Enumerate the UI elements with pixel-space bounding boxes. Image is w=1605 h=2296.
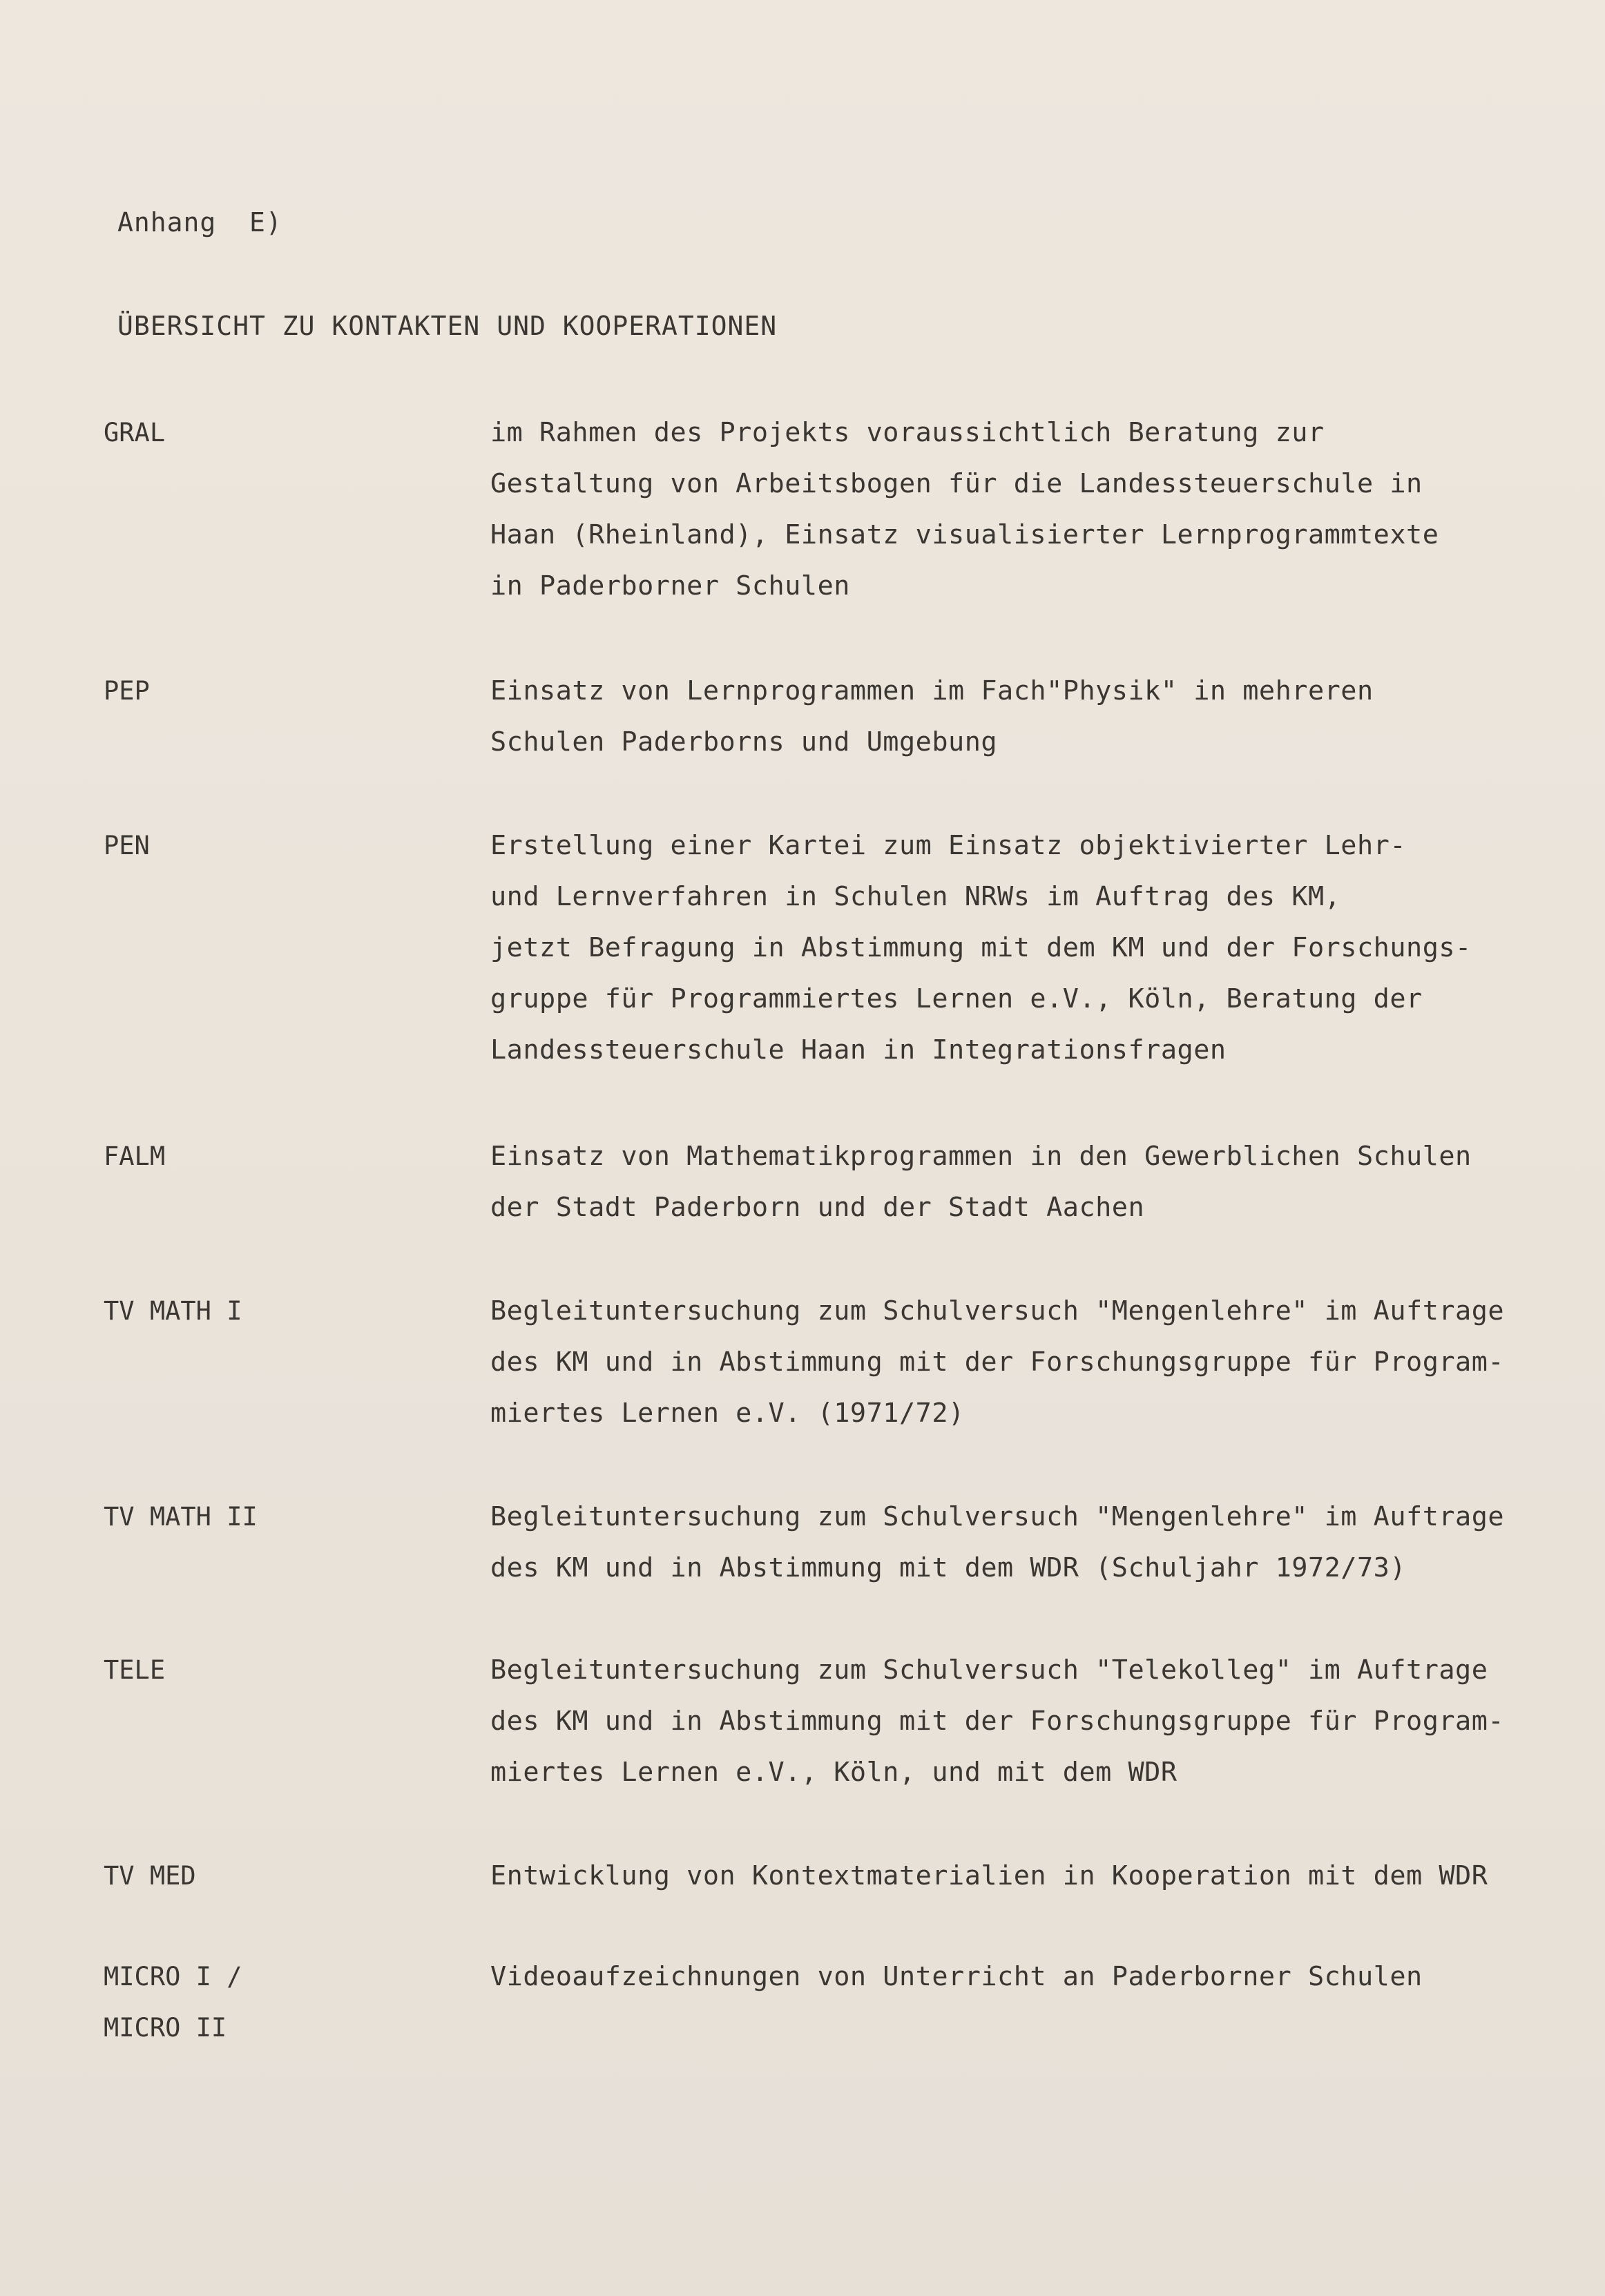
description-line: Entwicklung von Kontextmaterialien in Kooperation mit dem WDR xyxy=(490,1860,1488,1891)
entry-code: GRAL xyxy=(104,418,166,447)
description-line: Einsatz von Lernprogrammen im Fach"Physik" in mehreren xyxy=(490,675,1374,706)
description-line: der Stadt Paderborn und der Stadt Aachen xyxy=(490,1192,1145,1223)
description-line: Einsatz von Mathematikprogrammen in den Gewerblichen Schulen xyxy=(490,1141,1472,1172)
appendix-label: Anhang xyxy=(117,207,217,238)
appendix-marker: E) xyxy=(249,207,282,238)
description-line: Haan (Rheinland), Einsatz visualisierter Lernprogrammtexte xyxy=(490,519,1439,550)
description-line: miertes Lernen e.V. (1971/72) xyxy=(490,1398,965,1429)
entry-code: PEP xyxy=(104,676,150,706)
description-line: des KM und in Abstimmung mit der Forschungsgruppe für Program- xyxy=(490,1347,1505,1378)
entry-description xyxy=(490,1951,1568,2003)
entry-description xyxy=(490,1492,1568,1594)
description-line: Erstellung einer Kartei zum Einsatz objektivierter Lehr- xyxy=(490,830,1407,861)
entry-description xyxy=(490,1645,1568,1798)
entry-description xyxy=(490,1851,1568,1902)
entry-description xyxy=(490,1286,1568,1439)
description-line: miertes Lernen e.V., Köln, und mit dem WDR xyxy=(490,1757,1178,1788)
entry-description xyxy=(490,820,1568,1076)
description-line: Landessteuerschule Haan in Integrationsfragen xyxy=(490,1034,1227,1065)
description-line: Videoaufzeichnungen von Unterricht an Paderborner Schulen xyxy=(490,1961,1423,1992)
description-line: Schulen Paderborns und Umgebung xyxy=(490,726,998,758)
entry-code: TV MATH II xyxy=(104,1502,258,1532)
entry-description xyxy=(490,407,1568,612)
entry-code: MICRO I / MICRO II xyxy=(104,1962,242,2043)
appendix-header xyxy=(117,207,282,238)
entry-description xyxy=(490,666,1568,768)
description-line: in Paderborner Schulen xyxy=(490,570,850,601)
description-line: Gestaltung von Arbeitsbogen für die Landessteuerschule in xyxy=(490,468,1423,499)
entry-code: TV MED xyxy=(104,1861,196,1891)
description-line: im Rahmen des Projekts voraussichtlich Beratung zur xyxy=(490,417,1325,448)
description-line: jetzt Befragung in Abstimmung mit dem KM und der Forschungs- xyxy=(490,932,1472,963)
description-line: des KM und in Abstimmung mit der Forschungsgruppe für Program- xyxy=(490,1706,1505,1737)
entry-code: TV MATH I xyxy=(104,1296,242,1326)
entry-code: FALM xyxy=(104,1141,166,1171)
description-line: Begleituntersuchung zum Schulversuch "Mengenlehre" im Auftrage xyxy=(490,1295,1505,1327)
entry-code: TELE xyxy=(104,1655,166,1685)
description-line: des KM und in Abstimmung mit dem WDR (Schuljahr 1972/73) xyxy=(490,1552,1407,1583)
description-line: Begleituntersuchung zum Schulversuch "Mengenlehre" im Auftrage xyxy=(490,1501,1505,1532)
entry-code: PEN xyxy=(104,831,150,860)
description-line: gruppe für Programmiertes Lernen e.V., Köln, Beratung der xyxy=(490,983,1423,1014)
page-title: ÜBERSICHT ZU KONTAKTEN UND KOOPERATIONEN xyxy=(117,311,778,341)
description-line: Begleituntersuchung zum Schulversuch "Telekolleg" im Auftrage xyxy=(490,1655,1488,1686)
entry-description xyxy=(490,1131,1568,1233)
description-line: und Lernverfahren in Schulen NRWs im Auftrag des KM, xyxy=(490,881,1341,912)
